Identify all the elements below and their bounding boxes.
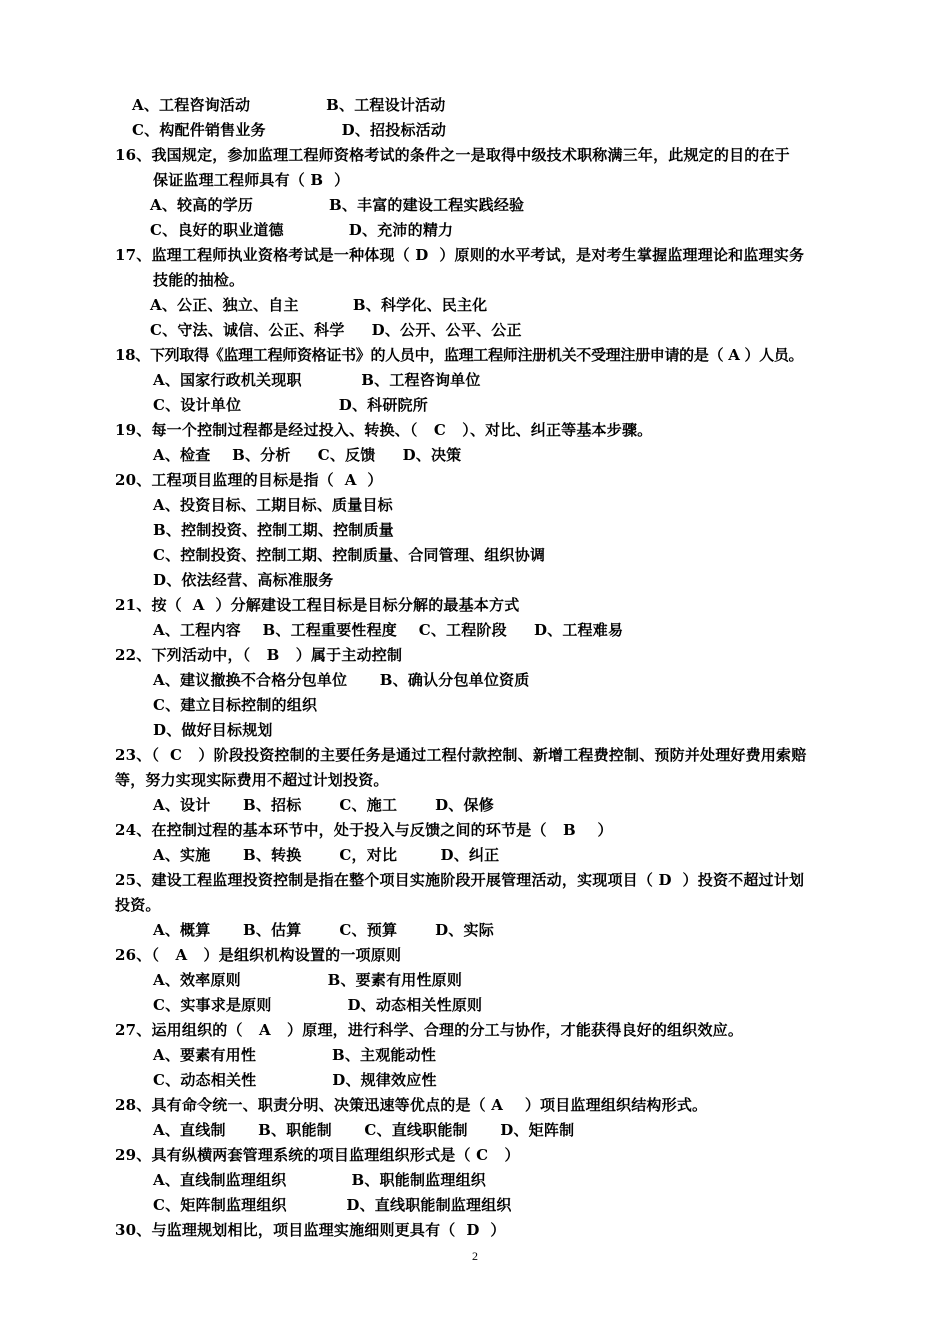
- text-line: A、建议撤换不合格分包单位 B、确认分包单位资质: [153, 671, 530, 689]
- text-line: D、做好目标规划: [153, 721, 273, 739]
- question-18: 18、下列取得《监理工程师资格证书》的人员中，监理工程师注册机关不受理注册申请的是（ A ）人员。: [115, 346, 804, 364]
- text-line: A、设计 B、招标 C、施工 D、保修: [153, 796, 494, 814]
- text-line: A、直线制监理组织 B、职能制监理组织: [153, 1171, 486, 1189]
- question-24: 24、在控制过程的基本环节中，处于投入与反馈之间的环节是（ B ）: [115, 821, 613, 839]
- question-28: 28、具有命令统一、职责分明、决策迅速等优点的是（ A ）项目监理组织结构形式。: [115, 1096, 708, 1114]
- text-line: C、构配件销售业务 D、招投标活动: [132, 121, 447, 139]
- question-17: 17、监理工程师执业资格考试是一种体现（ D ）原则的水平考试，是对考生掌握监理理论和监理实务: [115, 246, 805, 264]
- text-line: A、公正、独立、自主 B、科学化、民主化: [150, 296, 488, 314]
- text-line: C、设计单位 D、科研院所: [153, 396, 428, 414]
- text-line: C、守法、诚信、公正、科学 D、公开、公平、公正: [150, 321, 522, 339]
- question-29: 29、具有纵横两套管理系统的项目监理组织形式是（ C ）: [115, 1146, 520, 1164]
- question-27: 27、运用组织的（ A ）原理，进行科学、合理的分工与协作，才能获得良好的组织效应。: [115, 1021, 744, 1039]
- text-line: A、工程内容 B、工程重要性程度 C、工程阶段 D、工程难易: [153, 621, 624, 639]
- text-line: C、控制投资、控制工期、控制质量、合同管理、组织协调: [153, 546, 546, 564]
- question-21: 21、按（ A ）分解建设工程目标是目标分解的最基本方式: [115, 596, 520, 614]
- question-26: 26、（ A ）是组织机构设置的一项原则: [115, 946, 402, 964]
- question-19: 19、每一个控制过程都是经过投入、转换、（ C ）、对比、纠正等基本步骤。: [115, 421, 653, 439]
- text-line: B、控制投资、控制工期、控制质量: [153, 521, 394, 539]
- text-line: C、建立目标控制的组织: [153, 696, 318, 714]
- text-line: A、较高的学历 B、丰富的建设工程实践经验: [150, 196, 525, 214]
- text-line: 投资。: [115, 896, 161, 914]
- question-30: 30、与监理规划相比，项目监理实施细则更具有（ D ）: [115, 1221, 506, 1239]
- question-16: 16、我国规定，参加监理工程师资格考试的条件之一是取得中级技术职称满三年，此规定的目的在于: [115, 146, 790, 164]
- question-25: 25、建设工程监理投资控制是指在整个项目实施阶段开展管理活动，实现项目（ D ）投资不超过计划: [115, 871, 805, 889]
- text-line: 等，努力实现实际费用不超过计划投资。: [115, 771, 389, 789]
- text-line: 保证监理工程师具有（ B ）: [153, 171, 350, 189]
- text-line: A、工程咨询活动 B、工程设计活动: [132, 96, 446, 114]
- question-23: 23、（ C ）阶段投资控制的主要任务是通过工程付款控制、新增工程费控制、预防并处理好费用索赔: [115, 746, 807, 764]
- question-22: 22、下列活动中，（ B ）属于主动控制: [115, 646, 403, 664]
- text-line: A、直线制 B、职能制 C、直线职能制 D、矩阵制: [153, 1121, 575, 1139]
- text-line: D、依法经营、高标准服务: [153, 571, 334, 589]
- text-line: A、检查 B、分析 C、反馈 D、决策: [153, 446, 462, 464]
- text-line: A、效率原则 B、要素有用性原则: [153, 971, 463, 989]
- text-line: C、实事求是原则 D、动态相关性原则: [153, 996, 483, 1014]
- text-line: C、矩阵制监理组织 D、直线职能制监理组织: [153, 1196, 512, 1214]
- text-line: A、实施 B、转换 C，对比 D、纠正: [153, 846, 500, 864]
- text-line: A、要素有用性 B、主观能动性: [153, 1046, 437, 1064]
- text-line: A、投资目标、工期目标、质量目标: [153, 496, 393, 514]
- text-line: C、良好的职业道德 D、充沛的精力: [150, 221, 454, 239]
- text-line: 技能的抽检。: [153, 271, 245, 289]
- text-line: A、概算 B、估算 C、预算 D、实际: [153, 921, 494, 939]
- text-line: A、国家行政机关现职 B、工程咨询单位: [153, 371, 481, 389]
- question-20: 20、工程项目监理的目标是指（ A ）: [115, 471, 383, 489]
- page-number: 2: [472, 1249, 478, 1263]
- text-line: C、动态相关性 D、规律效应性: [153, 1071, 437, 1089]
